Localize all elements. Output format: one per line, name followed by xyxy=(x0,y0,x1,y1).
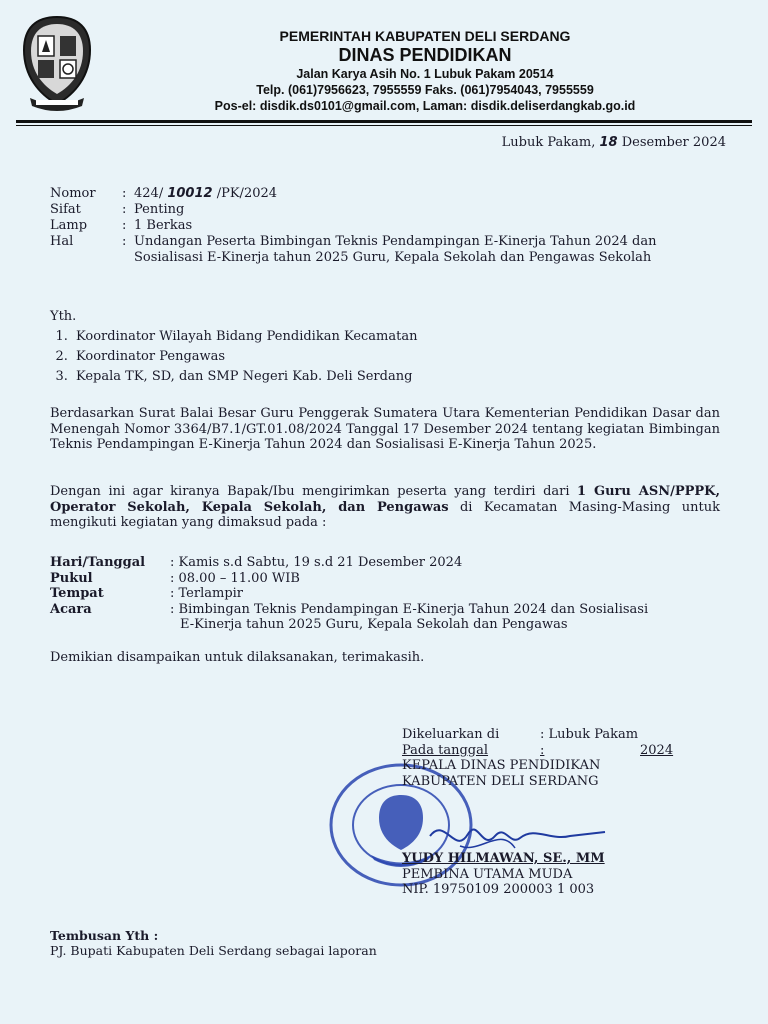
letterhead-phone: Telp. (061)7956623, 7955559 Faks. (061)7954043, 7955559 xyxy=(256,83,594,97)
list-item: 2. Koordinator Pengawas xyxy=(72,348,417,366)
signer-name: YUDY HILMAWAN, SE., MM xyxy=(402,851,605,866)
letterhead-divider-thick xyxy=(16,120,752,123)
field-sifat: Sifat : Penting xyxy=(50,202,185,217)
list-item: 1. Koordinator Wilayah Bidang Pendidikan Kecamatan xyxy=(72,328,417,346)
signer-title-2: KABUPATEN DELI SERDANG xyxy=(402,773,599,789)
list-item: 3. Kepala TK, SD, dan SMP Negeri Kab. Deli Serdang xyxy=(72,368,417,386)
date-month-year: Desember 2024 xyxy=(621,135,726,150)
date-day-handwritten: 18 xyxy=(599,135,618,150)
recipients xyxy=(50,308,417,388)
letterhead-government: PEMERINTAH KABUPATEN DELI SERDANG xyxy=(279,28,571,44)
detail-hari: Hari/Tanggal : Kamis s.d Sabtu, 19 s.d 21 Desember 2024 xyxy=(50,555,463,570)
carbon-copy xyxy=(50,928,377,958)
nomor-handwritten: 10012 xyxy=(167,186,213,201)
signature-block: Dikeluarkan di : Lubuk Pakam Pada tanggal : 2024 KEPALA DINAS PENDIDIKAN KABUPATEN DELI SERDANG YUDY HILMAWAN, SE., MM PEMBINA UTAMA MUDA NIP. 19750109 200003 1 003 xyxy=(402,727,674,897)
carbon-copy-title: Tembusan Yth : xyxy=(50,928,159,943)
carbon-copy-item: PJ. Bupati Kabupaten Deli Serdang sebagai laporan xyxy=(50,943,377,958)
letterhead-email: Pos-el: disdik.ds0101@gmail.com, Laman: disdik.deliserdangkab.go.id xyxy=(214,99,636,113)
signer-title-1: KEPALA DINAS PENDIDIKAN xyxy=(402,758,601,773)
letter-date xyxy=(502,135,726,150)
field-lamp: Lamp : 1 Berkas xyxy=(50,218,193,233)
letterhead-divider-thin xyxy=(16,125,752,126)
detail-acara: Acara : Bimbingan Teknis Pendampingan E-Kinerja Tahun 2024 dan Sosialisasi E-Kinerja tahun 2025 Guru, Kepala Sekolah dan Pengawas xyxy=(50,601,649,632)
letter-fields xyxy=(50,186,734,266)
signer-nip: NIP. 19750109 200003 1 003 xyxy=(402,882,595,897)
body-paragraph-1: Berdasarkan Surat Balai Besar Guru Penggerak Sumatera Utara Kementerian Pendidikan Dasar dan Menengah Nomor 3364/B7.1/GT.01.08/2024 Tanggal 17 Desember 2024 tentang kegiatan Bimbingan Teknis Pendampingan E-Kinerja Tahun 2024 dan Sosialisasi E-Kinerja Tahun 2025. xyxy=(50,406,720,452)
event-details xyxy=(50,555,730,633)
field-hal: Hal : Undangan Peserta Bimbingan Teknis Pendampingan E-Kinerja Tahun 2024 dan Sosialisasi E-Kinerja tahun 2025 Guru, Kepala Sekolah dan Pengawas Sekolah xyxy=(50,234,657,265)
recipients-salutation: Yth. xyxy=(50,309,77,324)
signer-rank: PEMBINA UTAMA MUDA xyxy=(402,866,573,882)
body-paragraph-2: Dengan ini agar kiranya Bapak/Ibu mengirimkan peserta yang terdiri dari 1 Guru ASN/PPPK, Operator Sekolah, Kepala Sekolah, dan Pengawas di Kecamatan Masing-Masing untuk mengikuti kegiatan yang dimaksud pada : xyxy=(50,484,720,530)
field-nomor: Nomor : 424/ 10012 /PK/2024 xyxy=(50,186,278,201)
letterhead-agency: DINAS PENDIDIKAN xyxy=(338,45,512,65)
date-place: Lubuk Pakam, xyxy=(501,135,596,150)
recipients-list xyxy=(50,328,417,386)
deli-serdang-emblem-icon xyxy=(20,14,94,114)
closing-text: Demikian disampaikan untuk dilaksanakan, terimakasih. xyxy=(50,650,425,665)
detail-tempat: Tempat : Terlampir xyxy=(50,586,244,601)
detail-pukul: Pukul : 08.00 – 11.00 WIB xyxy=(50,570,300,586)
letterhead-address: Jalan Karya Asih No. 1 Lubuk Pakam 20514 xyxy=(296,67,554,81)
